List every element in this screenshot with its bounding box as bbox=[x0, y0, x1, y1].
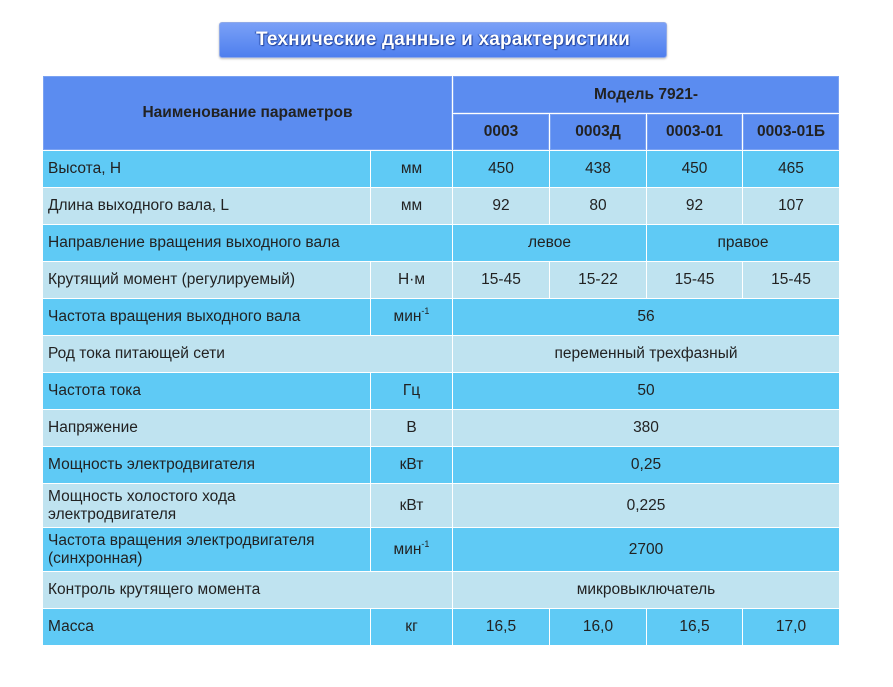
param-unit: кг bbox=[371, 609, 452, 645]
table-row bbox=[43, 299, 839, 335]
param-name: Крутящий момент (регулируемый) bbox=[43, 262, 370, 298]
param-unit: Н·м bbox=[371, 262, 452, 298]
table-row bbox=[43, 484, 839, 527]
param-value: 80 bbox=[550, 188, 646, 224]
param-value: 2700 bbox=[453, 528, 839, 571]
model-column-header: 0003-01Б bbox=[743, 114, 839, 150]
param-unit bbox=[371, 528, 452, 571]
param-value: 15-22 bbox=[550, 262, 646, 298]
param-unit: В bbox=[371, 410, 452, 446]
unit-exponent: -1 bbox=[421, 306, 430, 316]
table-row bbox=[43, 572, 839, 608]
param-unit: мм bbox=[371, 188, 452, 224]
table-header-row bbox=[43, 76, 839, 113]
table-row bbox=[43, 262, 839, 298]
param-value: 16,0 bbox=[550, 609, 646, 645]
param-unit: кВт bbox=[371, 484, 452, 527]
param-value: 15-45 bbox=[743, 262, 839, 298]
param-unit: мм bbox=[371, 151, 452, 187]
spec-table bbox=[42, 75, 840, 646]
param-unit bbox=[371, 299, 452, 335]
param-name bbox=[43, 484, 370, 527]
param-value: 465 bbox=[743, 151, 839, 187]
param-unit: Гц bbox=[371, 373, 452, 409]
param-name: Напряжение bbox=[43, 410, 370, 446]
unit-text: мин bbox=[393, 540, 422, 558]
param-value: правое bbox=[647, 225, 839, 261]
param-unit: кВт bbox=[371, 447, 452, 483]
table-row bbox=[43, 225, 839, 261]
param-value: 438 bbox=[550, 151, 646, 187]
param-value: 92 bbox=[647, 188, 742, 224]
param-value: 92 bbox=[453, 188, 549, 224]
param-value: 16,5 bbox=[647, 609, 742, 645]
param-value: 107 bbox=[743, 188, 839, 224]
model-column-header: 0003Д bbox=[550, 114, 646, 150]
table-row bbox=[43, 188, 839, 224]
model-column-header: 0003 bbox=[453, 114, 549, 150]
param-name-header: Наименование параметров bbox=[43, 76, 452, 150]
param-name: Род тока питающей сети bbox=[43, 336, 452, 372]
table-row bbox=[43, 151, 839, 187]
unit-exponent: -1 bbox=[421, 538, 430, 549]
param-value: 450 bbox=[453, 151, 549, 187]
model-column-header: 0003-01 bbox=[647, 114, 742, 150]
table-row bbox=[43, 447, 839, 483]
param-value: 380 bbox=[453, 410, 839, 446]
param-value: 0,225 bbox=[453, 484, 839, 527]
param-name-line: Мощность холостого хода bbox=[48, 487, 236, 505]
param-name-line: Частота вращения электродвигателя bbox=[48, 531, 315, 549]
param-value: 450 bbox=[647, 151, 742, 187]
param-name: Контроль крутящего момента bbox=[43, 572, 452, 608]
param-value: 15-45 bbox=[647, 262, 742, 298]
param-name bbox=[43, 528, 370, 571]
param-name: Высота, Н bbox=[43, 151, 370, 187]
table-row bbox=[43, 609, 839, 645]
param-value: 16,5 bbox=[453, 609, 549, 645]
param-value: 0,25 bbox=[453, 447, 839, 483]
table-row bbox=[43, 336, 839, 372]
param-name: Частота вращения выходного вала bbox=[43, 299, 370, 335]
param-name: Частота тока bbox=[43, 373, 370, 409]
table-row bbox=[43, 373, 839, 409]
table-row bbox=[43, 528, 839, 571]
param-value: 56 bbox=[453, 299, 839, 335]
param-name: Длина выходного вала, L bbox=[43, 188, 370, 224]
param-name: Направление вращения выходного вала bbox=[43, 225, 452, 261]
param-value: левое bbox=[453, 225, 646, 261]
param-value: 50 bbox=[453, 373, 839, 409]
param-name: Масса bbox=[43, 609, 370, 645]
param-value: переменный трехфазный bbox=[453, 336, 839, 372]
param-name-line: электродвигателя bbox=[48, 505, 177, 523]
param-value: 15-45 bbox=[453, 262, 549, 298]
page-title-banner bbox=[219, 22, 667, 58]
param-name-line: (синхронная) bbox=[48, 549, 143, 567]
unit-text: мин bbox=[393, 308, 422, 325]
table-row bbox=[43, 410, 839, 446]
param-value: микровыключатель bbox=[453, 572, 839, 608]
param-name: Мощность электродвигателя bbox=[43, 447, 370, 483]
model-header: Модель 7921- bbox=[453, 76, 839, 113]
param-value: 17,0 bbox=[743, 609, 839, 645]
page-title: Технические данные и характеристики bbox=[256, 29, 630, 50]
